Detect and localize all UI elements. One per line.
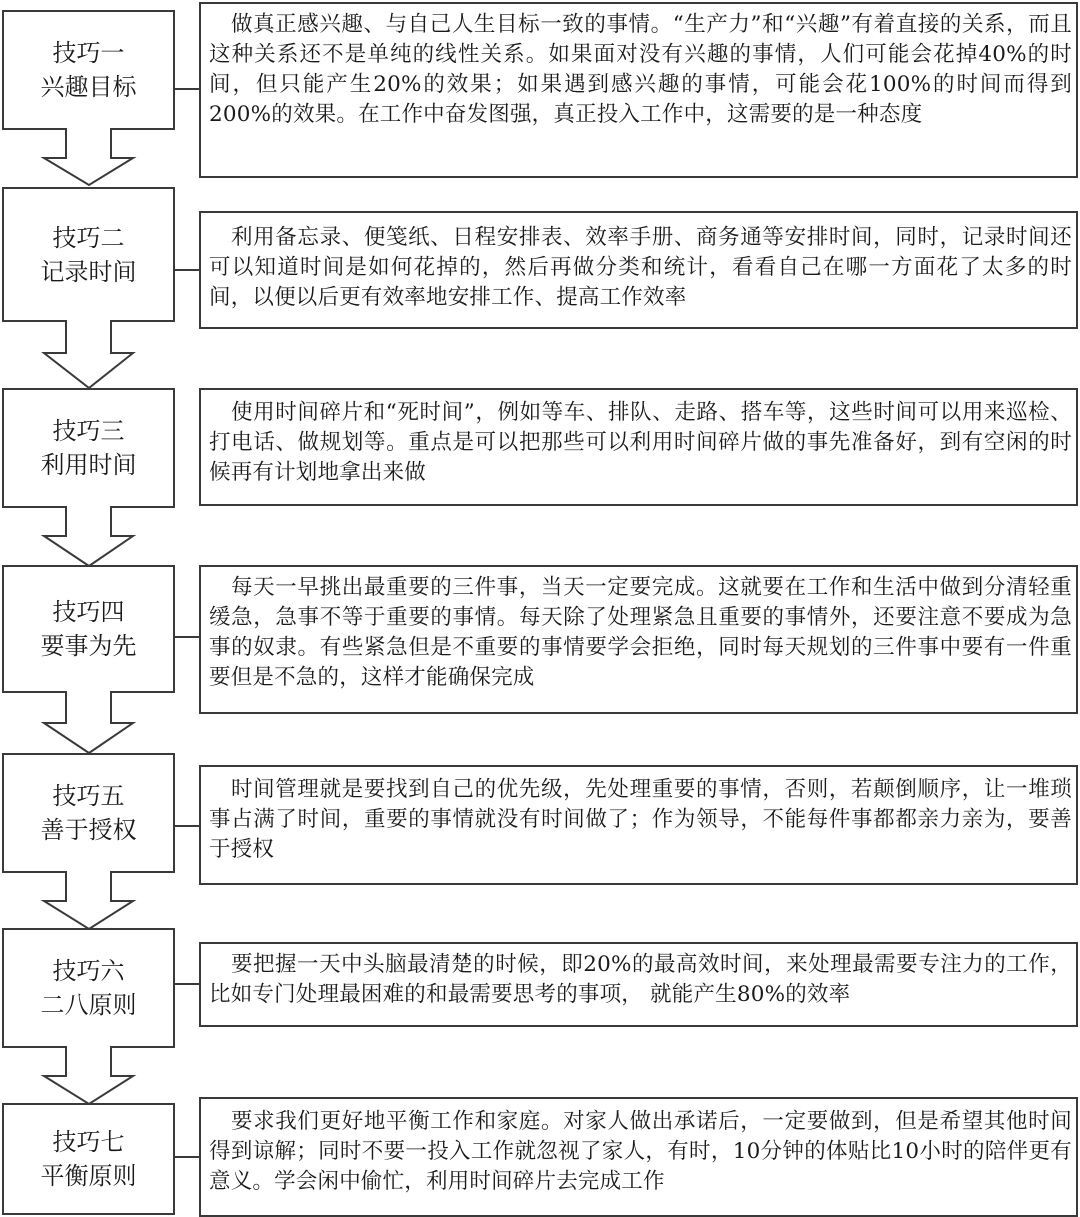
step-7-description: 要求我们更好地平衡工作和家庭。对家人做出承诺后，一定要做到，但是希望其他时间得到谅解；同时不要一投入工作就忽视了家人，有时，10分钟的体贴比10小时的陪伴更有意义。学会闲中偷忙，利用时间碎片去完成工作 xyxy=(209,1109,1072,1194)
step-4-connector xyxy=(175,636,199,638)
step-1-description-box xyxy=(199,2,1078,178)
step-7-topic: 平衡原则 xyxy=(40,1162,137,1190)
arrow-down-icon xyxy=(0,1046,180,1106)
step-6-description: 要把握一天中头脑最清楚的时候，即20%的最高效时间，来处理最需要专注力的工作，比如专门处理最困难的和最需要思考的事项， 就能产生80%的效率 xyxy=(209,952,1072,1007)
step-6-topic: 二八原则 xyxy=(40,991,137,1019)
step-3-label-box xyxy=(2,388,175,508)
step-1-name: 技巧一 xyxy=(52,39,125,67)
step-2-topic: 记录时间 xyxy=(40,257,137,286)
step-5-topic: 善于授权 xyxy=(40,816,137,844)
step-5-name: 技巧五 xyxy=(52,782,125,810)
arrow-down-icon xyxy=(0,871,180,931)
step-1-description: 做真正感兴趣、与自己人生目标一致的事情。“生产力”和“兴趣”有着直接的关系，而且这种关系还不是单纯的线性关系。如果面对没有兴趣的事情，人们可能会花掉40%的时间，但只能产生20%的效果；如果遇到感兴趣的事情，可能会花100%的时间而得到200%的效果。在工作中奋发图强，真正投入工作中，这需要的是一种态度 xyxy=(209,12,1072,127)
step-4-description: 每天一早挑出最重要的三件事，当天一定要完成。这就要在工作和生活中做到分清轻重缓急，急事不等于重要的事情。每天除了处理紧急且重要的事情外，还要注意不要成为急事的奴隶。有些紧急但是不重要的事情要学会拒绝，同时每天规划的三件事中要有一件重要但是不急的，这样才能确保完成 xyxy=(209,575,1072,690)
step-5-description: 时间管理就是要找到自己的优先级，先处理重要的事情，否则，若颠倒顺序，让一堆琐事占满了时间，重要的事情就没有时间做了；作为领导，不能每件事都都亲力亲为，要善于授权 xyxy=(209,777,1072,862)
step-7-description-box xyxy=(199,1097,1078,1217)
arrow-down-icon xyxy=(0,320,180,390)
step-4-label-box xyxy=(2,565,175,693)
step-4-topic: 要事为先 xyxy=(40,632,137,660)
step-7-connector xyxy=(175,1156,199,1158)
arrow-down-icon xyxy=(0,506,180,568)
step-2-description: 利用备忘录、便笺纸、日程安排表、效率手册、商务通等安排时间，同时，记录时间还可以知道时间是如何花掉的，然后再做分类和统计，看看自己在哪一方面花了太多的时间，以便以后更有效率地安排工作、提高工作效率 xyxy=(209,225,1072,310)
step-6-label-box xyxy=(2,928,175,1048)
step-1-topic: 兴趣目标 xyxy=(40,73,137,101)
arrow-down-icon xyxy=(0,128,180,188)
step-2-description-box xyxy=(199,211,1078,329)
step-6-name: 技巧六 xyxy=(52,957,125,985)
step-2-label-box xyxy=(2,187,175,322)
step-1-connector xyxy=(175,88,199,90)
step-7-name: 技巧七 xyxy=(52,1128,125,1156)
step-1-label-box xyxy=(2,10,175,130)
step-3-description-box xyxy=(199,388,1078,506)
step-7-label-box xyxy=(2,1103,175,1215)
step-4-description-box xyxy=(199,565,1078,714)
step-5-description-box xyxy=(199,765,1078,885)
step-3-description: 使用时间碎片和“死时间”，例如等车、排队、走路、搭车等，这些时间可以用来巡检、打电话、做规划等。重点是可以把那些可以利用时间碎片做的事先准备好，到有空闲的时候再有计划地拿出来做 xyxy=(209,400,1072,485)
step-4-name: 技巧四 xyxy=(52,598,125,626)
step-3-name: 技巧三 xyxy=(52,417,125,445)
step-3-topic: 利用时间 xyxy=(40,451,137,479)
arrow-down-icon xyxy=(0,691,180,755)
step-2-connector xyxy=(175,269,199,271)
step-6-connector xyxy=(175,983,199,985)
step-6-description-box xyxy=(199,942,1078,1027)
step-2-name: 技巧二 xyxy=(52,223,125,252)
step-5-label-box xyxy=(2,753,175,873)
step-5-connector xyxy=(175,825,199,827)
